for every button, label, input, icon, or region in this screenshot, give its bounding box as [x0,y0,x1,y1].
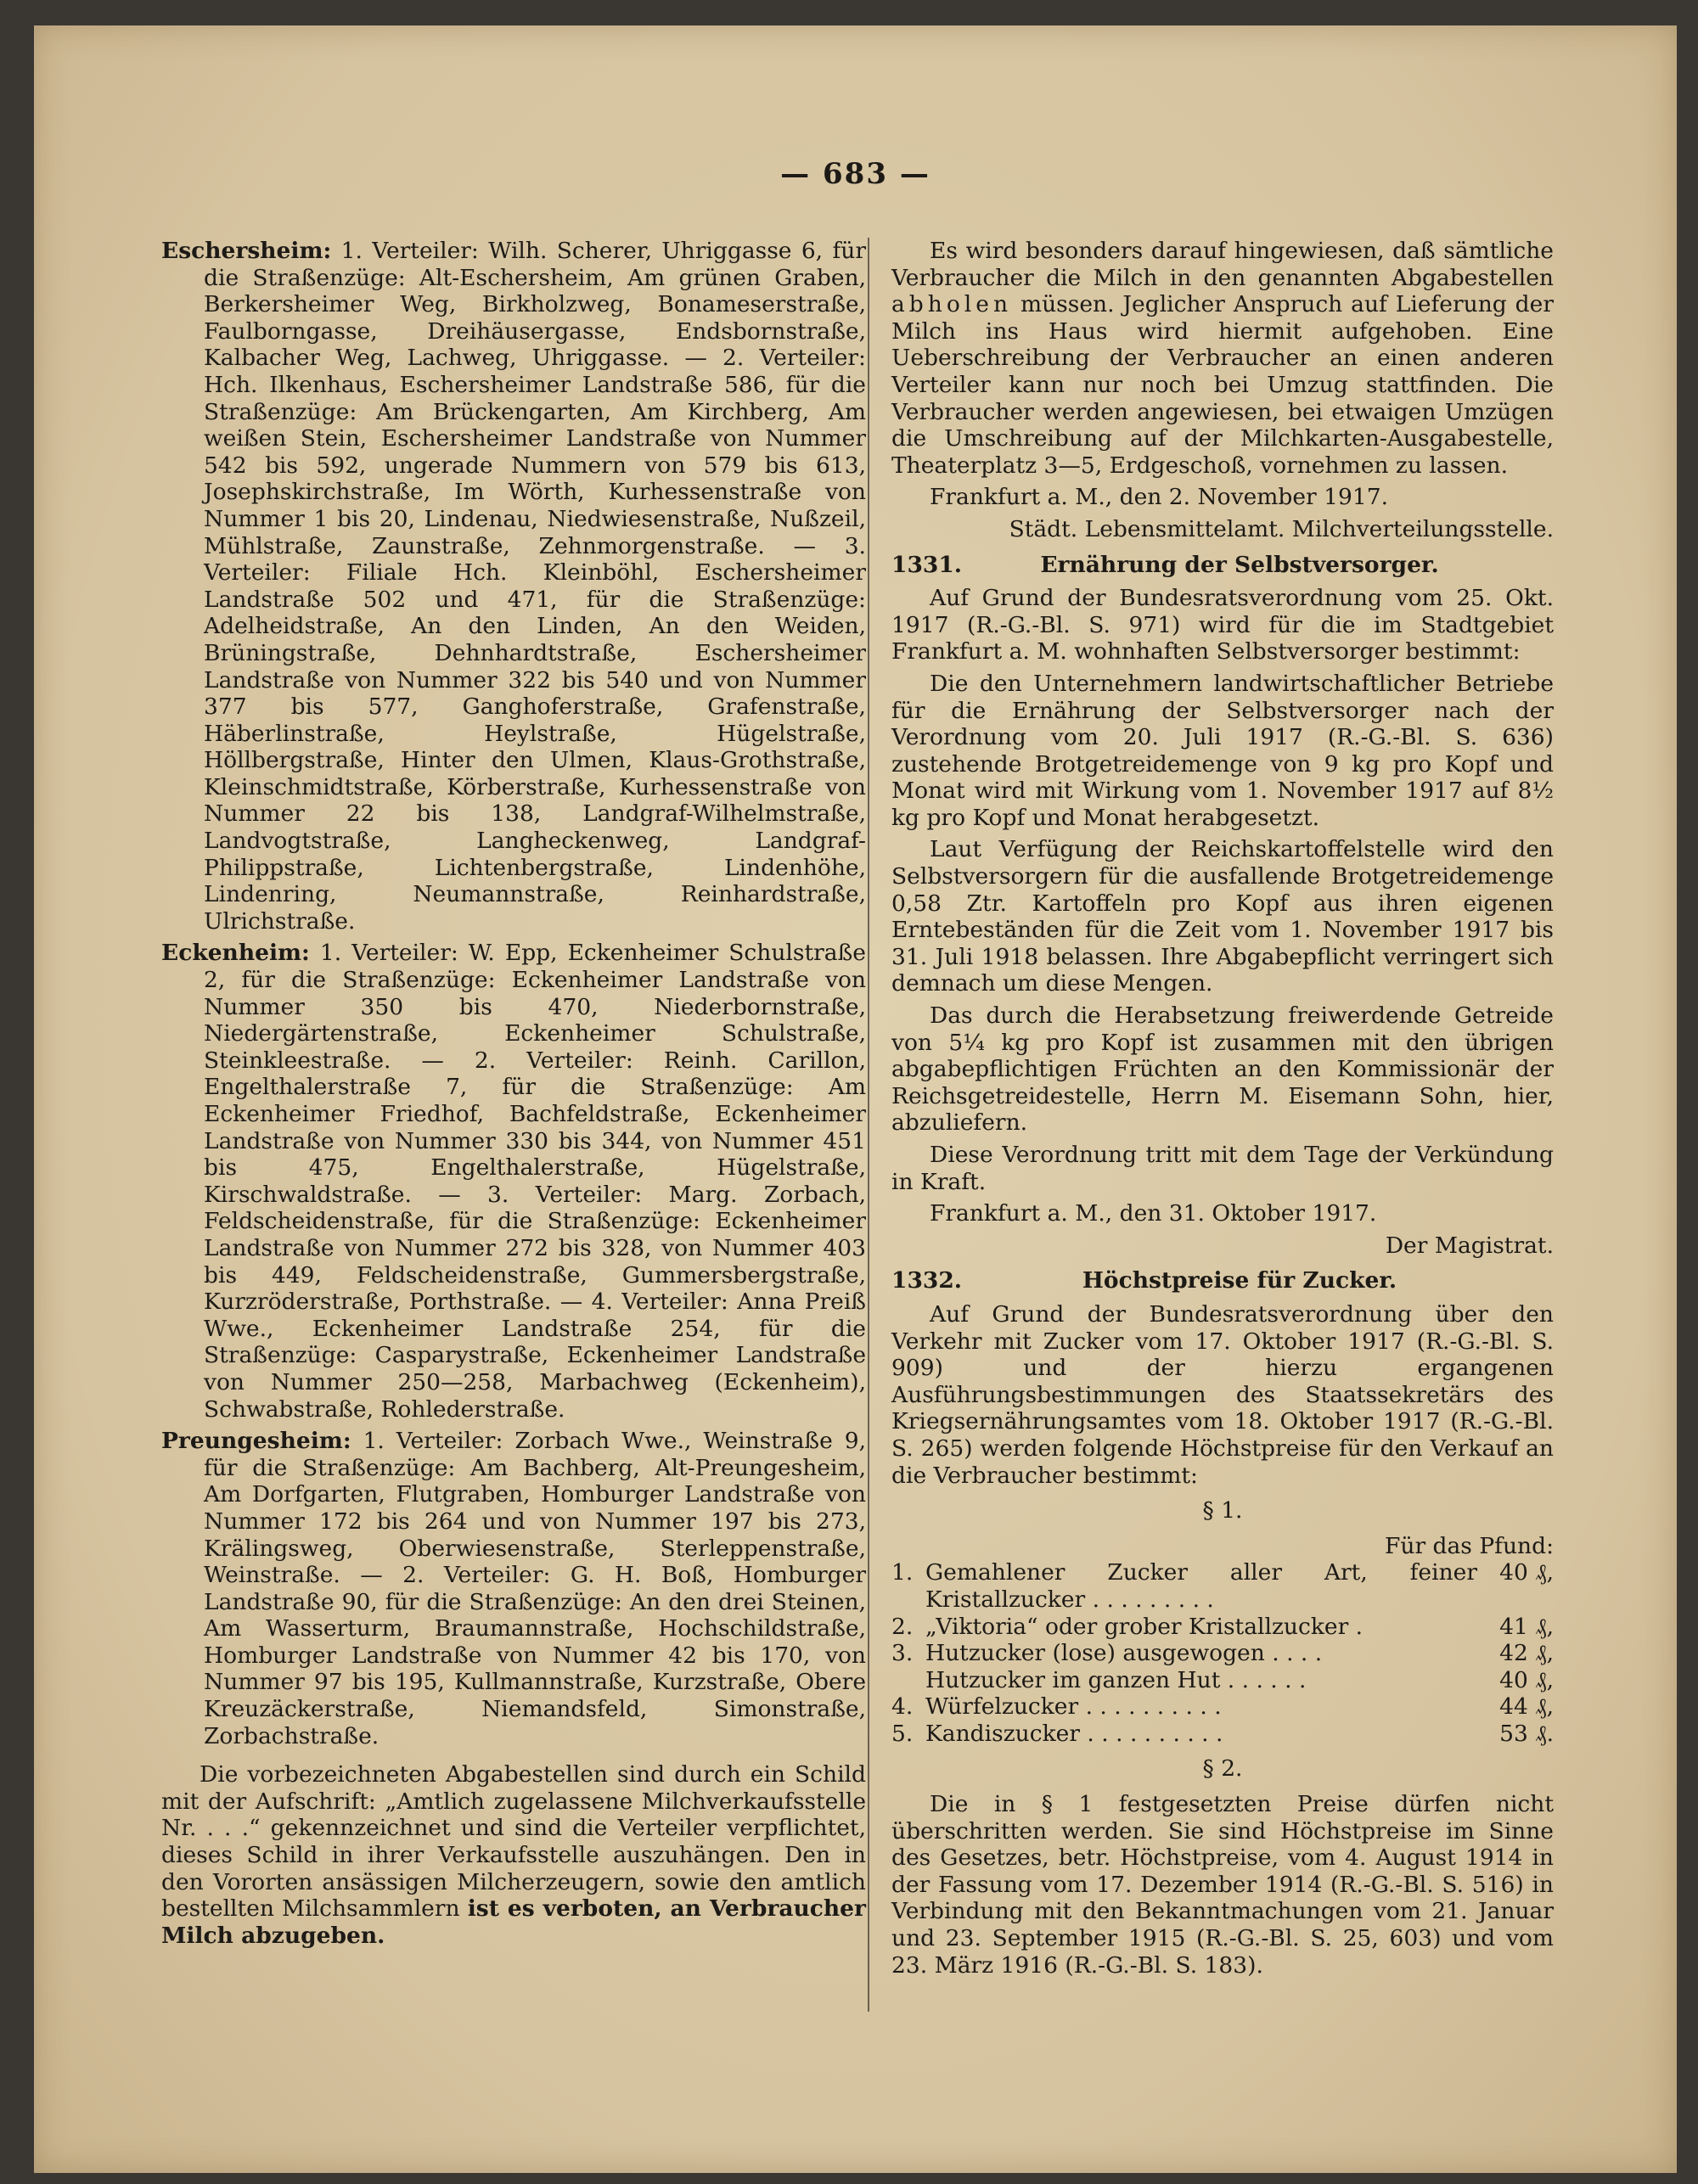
section-title: Ernährung der Selbstversorger. [1040,551,1439,578]
item-name: Hutzucker (lose) ausgewogen . . . . [925,1640,1323,1667]
place-name: Preungesheim: [161,1428,351,1455]
item-price: 42 ₰, [1499,1640,1554,1667]
paragraph: Das durch die Herabsetzung freiwerdende Getreide von 5¼ kg pro Kopf ist zusammen mit den übrigen abgabepflichtigen Früchten an den Kommissionär der Reichsgetreidestelle, Herrn M. Eisemann Sohn, hier, abzuliefern. [891,1002,1554,1137]
section-number: 1332. [891,1267,962,1294]
item-name: Gemahlener Zucker aller Art, feiner Kristallzucker . . . . . . . . . [925,1559,1477,1613]
price-row [891,1559,1554,1613]
signature: Der Magistrat. [1385,1232,1554,1259]
date-line: Frankfurt a. M., den 31. Oktober 1917. [930,1200,1377,1227]
section-text: 1. Verteiler: Zorbach Wwe., Weinstraße 9, für die Straßenzüge: Am Bachberg, Alt-Preungesheim, Am Dorfgarten, Flutgraben, Homburger Landstraße von Nummer 172 bis 264 und von Nummer 197 bis 273, Krälingsweg, Oberwiesenstraße, Sterleppenstraße, Weinstraße. — 2. Verteiler: G. H. Boß, Homburger Landstraße 90, für die Straßenzüge: An den drei Steinen, Am Wasserturm, Braumannstraße, Hochschildstraße, Homburger Landstraße von Nummer 42 bis 170, von Nummer 97 bis 195, Kullmannstraße, Kurzstraße, Obere Kreuzäckerstraße, Niemandsfeld, Simonstraße, Zorbachstraße. [204,1428,866,1749]
price-row [891,1693,1554,1721]
section-number: 1331. [891,551,962,578]
intro-date: Frankfurt a. M., den 2. November 1917. [930,484,1389,511]
closing-bold-text: ist es verboten, an Verbraucher Milch abzugeben. [161,1895,866,1949]
item-price: 41 ₰, [1499,1613,1554,1640]
intro-signature: Städt. Lebensmittelamt. Milchverteilungsstelle. [1009,515,1554,542]
paragraph-sign-2: § 2. [1202,1755,1243,1783]
left-column [161,238,866,1954]
paragraph: Diese Verordnung tritt mit dem Tage der Verkündung in Kraft. [891,1142,1554,1195]
item-price: 40 ₰, [1499,1559,1554,1586]
section-title: Höchstpreise für Zucker. [1082,1267,1397,1294]
paragraph: Laut Verfügung der Reichskartoffelstelle wird den Selbstversorgern für die ausfallende Brotgetreidemenge 0,58 Ztr. Kartoffeln pro Kopf aus ihren eigenen Erntebeständen für die Zeit vom 1. November 1917 bis 31. Juli 1918 belassen. Ihre Abgabepflicht verringert sich demnach um diese Mengen. [891,836,1554,997]
item-price: 53 ₰. [1499,1720,1554,1747]
item-name: Kandiszucker . . . . . . . . . . [925,1720,1223,1747]
column-divider [868,238,869,2012]
paragraph-sign-1: § 1. [1202,1497,1243,1524]
item-name: Hutzucker im ganzen Hut . . . . . . [925,1666,1307,1693]
price-row [891,1721,1554,1748]
intro-emphasis: abholen [891,291,1013,318]
item-price: 40 ₰, [1499,1666,1554,1693]
paragraph: Auf Grund der Bundesratsverordnung vom 25. Okt. 1917 (R.-G.-Bl. S. 971) wird für die im Stadtgebiet Frankfurt a. M. wohnhaften Selbstversorger bestimmt: [891,585,1554,665]
page-number: — 683 — [780,157,931,191]
price-row [891,1640,1554,1667]
price-table-header [891,1533,1554,1560]
paragraph: Die den Unternehmern landwirtschaftlicher Betriebe für die Ernährung der Selbstversorger nach der Verordnung vom 20. Juli 1917 (R.-G.-Bl. S. 636) zustehende Brotgetreidemenge von 9 kg pro Kopf und Monat wird mit Wirkung vom 1. November 1917 auf 8½ kg pro Kopf und Monat herabgesetzt. [891,670,1554,831]
item-number: 5. [891,1720,914,1747]
price-table [891,1533,1554,1748]
place-name: Eschersheim: [161,238,332,264]
item-name: „Viktoria“ oder grober Kristallzucker . [925,1613,1363,1640]
item-number: 2. [891,1613,914,1640]
closing-paragraph [161,1761,866,1949]
heading-1331 [891,552,1554,579]
section-preungesheim [161,1428,866,1749]
closing-text: Die vorbezeichneten Abgabestellen sind durch ein Schild mit der Aufschrift: „Amtlich zugelassene Milchverkaufsstelle Nr. . . .“ gekennzeichnet und sind die Verteiler verpflichtet, dieses Schild in ihrer Verkaufsstelle auszuhängen. Den in den Vororten ansässigen Milcherzeugern, sowie den amtlich bestellten Milchsammlern [161,1761,866,1923]
item-number [891,1667,925,1694]
document-page [34,25,1677,2173]
item-name: Würfelzucker . . . . . . . . . . [925,1693,1222,1721]
section-eckenheim [161,940,866,1423]
item-number: 4. [891,1693,914,1721]
item-number: 3. [891,1640,914,1667]
intro-paragraph [891,238,1554,479]
heading-1332 [891,1267,1554,1294]
section-eschersheim [161,238,866,935]
section-text: 1. Verteiler: W. Epp, Eckenheimer Schulstraße 2, für die Straßenzüge: Eckenheimer Landstraße von Nummer 350 bis 470, Niederbornstraße, Niedergärtenstraße, Eckenheimer Schulstraße, Steinkleestraße. — 2. Verteiler: Reinh. Carillon, Engelthalerstraße 7, für die Straßenzüge: Am Eckenheimer Friedhof, Bachfeldstraße, Eckenheimer Landstraße von Nummer 330 bis 344, von Nummer 451 bis 475, Engelthalerstraße, Hügelstraße, Kirschwaldstraße. — 3. Verteiler: Marg. Zorbach, Feldscheidenstraße, für die Straßenzüge: Eckenheimer Landstraße von Nummer 272 bis 328, von Nummer 403 bis 449, Feldscheidenstraße, Gummersbergstraße, Kurzröderstraße, Porthstraße. — 4. Verteiler: Anna Preiß Wwe., Eckenheimer Landstraße 254, für die Straßenzüge: Casparystraße, Eckenheimer Landstraße von Nummer 250—258, Marbachweg (Eckenheim), Schwabstraße, Rohlederstraße. [204,940,866,1423]
section-text: 1. Verteiler: Wilh. Scherer, Uhriggasse 6, für die Straßenzüge: Alt-Eschersheim, Am grünen Graben, Berkersheimer Weg, Birkholzweg, Bonameserstraße, Faulborngasse, Dreihäusergasse, Endsbornstraße, Kalbacher Weg, Lachweg, Uhriggasse. — 2. Verteiler: Hch. Ilkenhaus, Eschersheimer Landstraße 586, für die Straßenzüge: Am Brückengarten, Am Kirchberg, Am weißen Stein, Eschersheimer Landstraße von Nummer 542 bis 592, ungerade Nummern von 579 bis 613, Josephskirchstraße, Im Wörth, Kurhessenstraße von Nummer 1 bis 20, Lindenau, Niedwiesenstraße, Nußzeil, Mühlstraße, Zaunstraße, Zehnmorgenstraße. — 3. Verteiler: Filiale Hch. Kleinböhl, Eschersheimer Landstraße 502 und 471, für die Straßenzüge: Adelheidstraße, An den Linden, An den Weiden, Brüningstraße, Dehnhardtstraße, Eschersheimer Landstraße von Nummer 322 bis 540 und von Nummer 377 bis 577, Ganghoferstraße, Grafenstraße, Häberlinstraße, Heylstraße, Hügelstraße, Höllbergstraße, Hinter den Ulmen, Klaus-Grothstraße, Kleinschmidtstraße, Körberstraße, Kurhessenstraße von Nummer 22 bis 138, Landgraf-Wilhelmstraße, Landvogtstraße, Langheckenweg, Landgraf-Philippstraße, Lichtenbergstraße, Lindenhöhe, Lindenring, Neumannstraße, Reinhardstraße, Ulrichstraße. [204,238,866,935]
intro-text-continued: müssen. Jeglicher Anspruch auf Lieferung der Milch ins Haus wird hiermit aufgehoben. Eine Ueberschreibung der Verbraucher an einen anderen Verteiler kann nur noch bei Umzug stattfinden. Die Verbraucher werden angewiesen, bei etwaigen Umzügen die Umschreibung auf der Milchkarten-Ausgabestelle, Theaterplatz 3—5, Erdgeschoß, vornehmen zu lassen. [891,291,1554,479]
item-price: 44 ₰, [1499,1693,1554,1721]
paragraph: Auf Grund der Bundesratsverordnung über den Verkehr mit Zucker vom 17. Oktober 1917 (R.-G.-Bl. S. 909) und der hierzu ergangenen Ausführungsbestimmungen des Staatssekretärs des Kriegsernährungsamtes vom 18. Oktober 1917 (R.-G.-Bl. S. 265) werden folgende Höchstpreise für den Verkauf an die Verbraucher bestimmt: [891,1300,1554,1489]
price-row [891,1614,1554,1641]
paragraph: Die in § 1 festgesetzten Preise dürfen nicht überschritten werden. Sie sind Höchstpreise im Sinne des Gesetzes, betr. Höchstpreise, vom 4. August 1914 in der Fassung vom 17. Dezember 1914 (R.-G.-Bl. S. 516) in Verbindung mit den Bekanntmachungen vom 21. Januar und 23. September 1915 (R.-G.-Bl. S. 25, 603) und vom 23. März 1916 (R.-G.-Bl. S. 183). [891,1791,1554,1979]
place-name: Eckenheim: [161,940,310,967]
price-unit-header: Für das Pfund: [1385,1532,1554,1559]
price-row [891,1667,1554,1694]
right-column [891,238,1554,1984]
intro-text: Es wird besonders darauf hingewiesen, daß sämtliche Verbraucher die Milch in den genannten Abgabestellen [891,238,1554,291]
item-number: 1. [891,1559,914,1586]
